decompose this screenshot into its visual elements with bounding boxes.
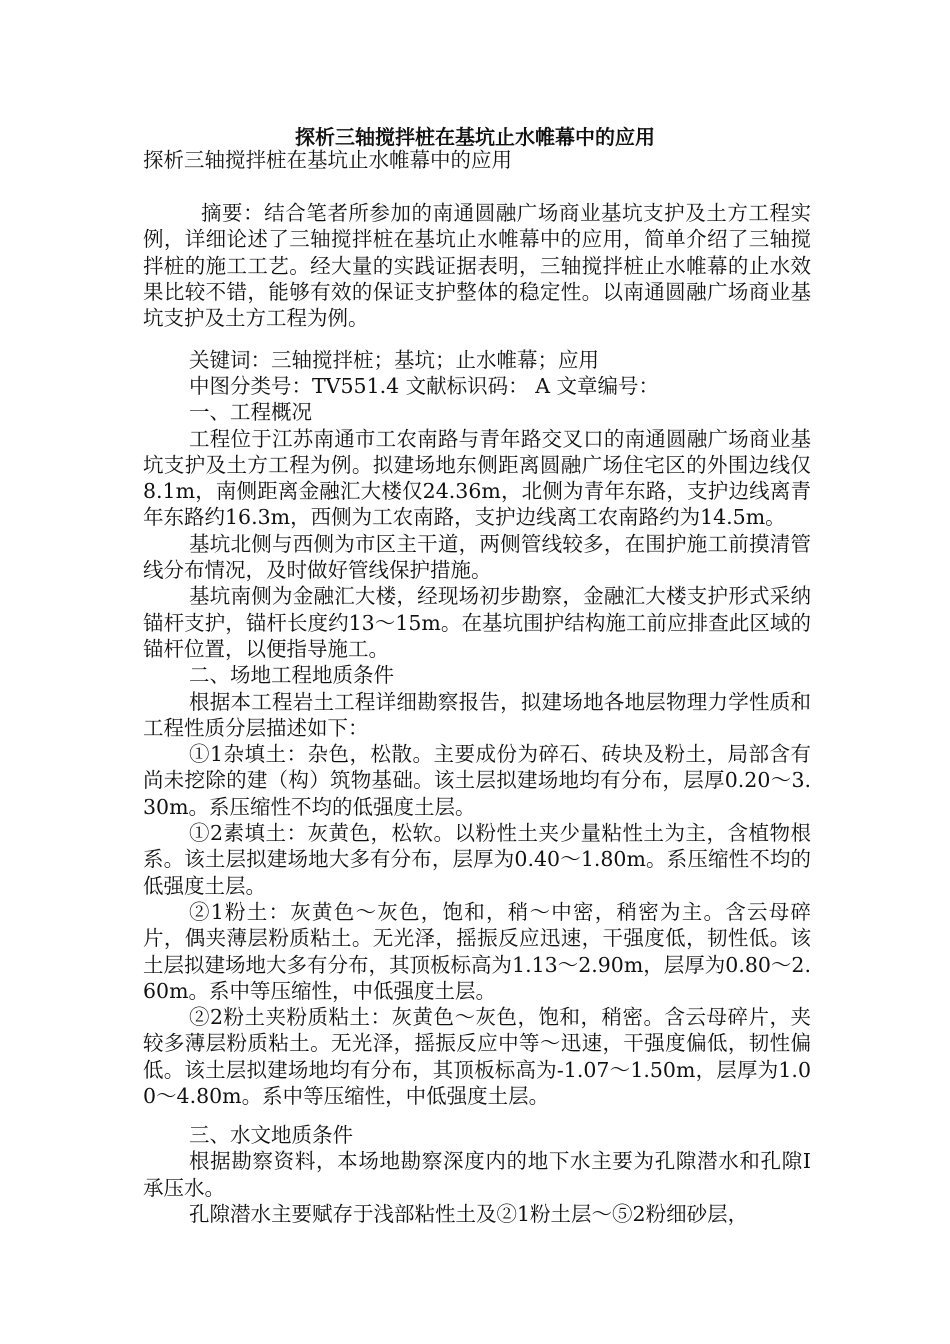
body-paragraph: ①2素填土：灰黄色，松软。以粉性土夹少量粘性土为主，含植物根系。该土层拟建场地大多有分布，层厚为0.40～1.80m。系压缩性不均的低强度土层。 [143, 821, 811, 898]
classification-line: 中图分类号：TV551.4 文献标识码： A 文章编号： [189, 374, 660, 398]
keywords-line: 关键词：三轴搅拌桩；基坑；止水帷幕；应用 [189, 348, 599, 372]
body-paragraph: 孔隙潜水主要赋存于浅部粘性土及②1粉土层～⑤2粉细砂层， [189, 1201, 749, 1226]
body-paragraph: ①1杂填土：杂色，松散。主要成份为碎石、砖块及粉土，局部含有尚未挖除的建（构）筑物基础。该土层拟建场地均有分布，层厚0.20～3.30m。系压缩性不均的低强度土层。 [143, 742, 811, 819]
body-block-2 [143, 1122, 811, 1227]
section-heading: 一、工程概况 [189, 400, 312, 425]
body-paragraph: ②1粉土：灰黄色～灰色，饱和，稍～中密，稍密为主。含云母碎片，偶夹薄层粉质粘土。无光泽，摇振反应迅速，干强度低，韧性低。该土层拟建场地大多有分布，其顶板标高为1.13～2.90m，层厚为0.80～2.60m。系中等压缩性，中低强度土层。 [143, 899, 811, 1003]
abstract-block [143, 200, 811, 331]
body-paragraph: 工程位于江苏南通市工农南路与青年路交叉口的南通圆融广场商业基坑支护及土方工程为例。拟建场地东侧距离圆融广场住宅区的外围边线仅8.1m，南侧距离金融汇大楼仅24.36m，北侧为青年东路，支护边线离青年东路约16.3m，西侧为工农南路，支护边线离工农南路约为14.5m。 [143, 426, 811, 530]
section-heading: 二、场地工程地质条件 [189, 663, 394, 688]
section-heading: 三、水文地质条件 [189, 1123, 353, 1147]
body-paragraph: 根据勘察资料，本场地勘察深度内的地下水主要为孔隙潜水和孔隙Ⅰ承压水。 [143, 1149, 811, 1200]
document-title: 探析三轴搅拌桩在基坑止水帷幕中的应用 [295, 125, 655, 149]
body-block [143, 373, 811, 1109]
abstract-paragraph: 摘要：结合笔者所参加的南通圆融广场商业基坑支护及土方工程实例，详细论述了三轴搅拌桩在基坑止水帷幕中的应用，简单介绍了三轴搅拌桩的施工工艺。经大量的实践证据表明，三轴搅拌桩止水帷幕的止水效果比较不错，能够有效的保证支护整体的稳定性。以南通圆融广场商业基坑支护及土方工程为例。 [143, 201, 811, 331]
document-subtitle: 探析三轴搅拌桩在基坑止水帷幕中的应用 [143, 148, 512, 172]
document-subtitle-block [143, 147, 811, 173]
body-paragraph: 基坑南侧为金融汇大楼，经现场初步勘察，金融汇大楼支护形式采纳锚杆支护，锚杆长度约13～15m。在基坑围护结构施工前应排查此区域的锚杆位置，以便指导施工。 [143, 584, 811, 661]
body-paragraph: 根据本工程岩土工程详细勘察报告，拟建场地各地层物理力学性质和工程性质分层描述如下： [143, 689, 811, 740]
body-paragraph: 基坑北侧与西侧为市区主干道，两侧管线较多，在围护施工前摸清管线分布情况，及时做好管线保护措施。 [143, 531, 811, 583]
body-paragraph: ②2粉土夹粉质粘土：灰黄色～灰色，饱和，稍密。含云母碎片，夹较多薄层粉质粘土。无光泽，摇振反应中等～迅速，干强度偏低，韧性偏低。该土层拟建场地均有分布，其顶板标高为-1.07～1.50m，层厚为1.00～4.80m。系中等压缩性，中低强度土层。 [143, 1005, 811, 1109]
keywords-block [143, 347, 811, 373]
